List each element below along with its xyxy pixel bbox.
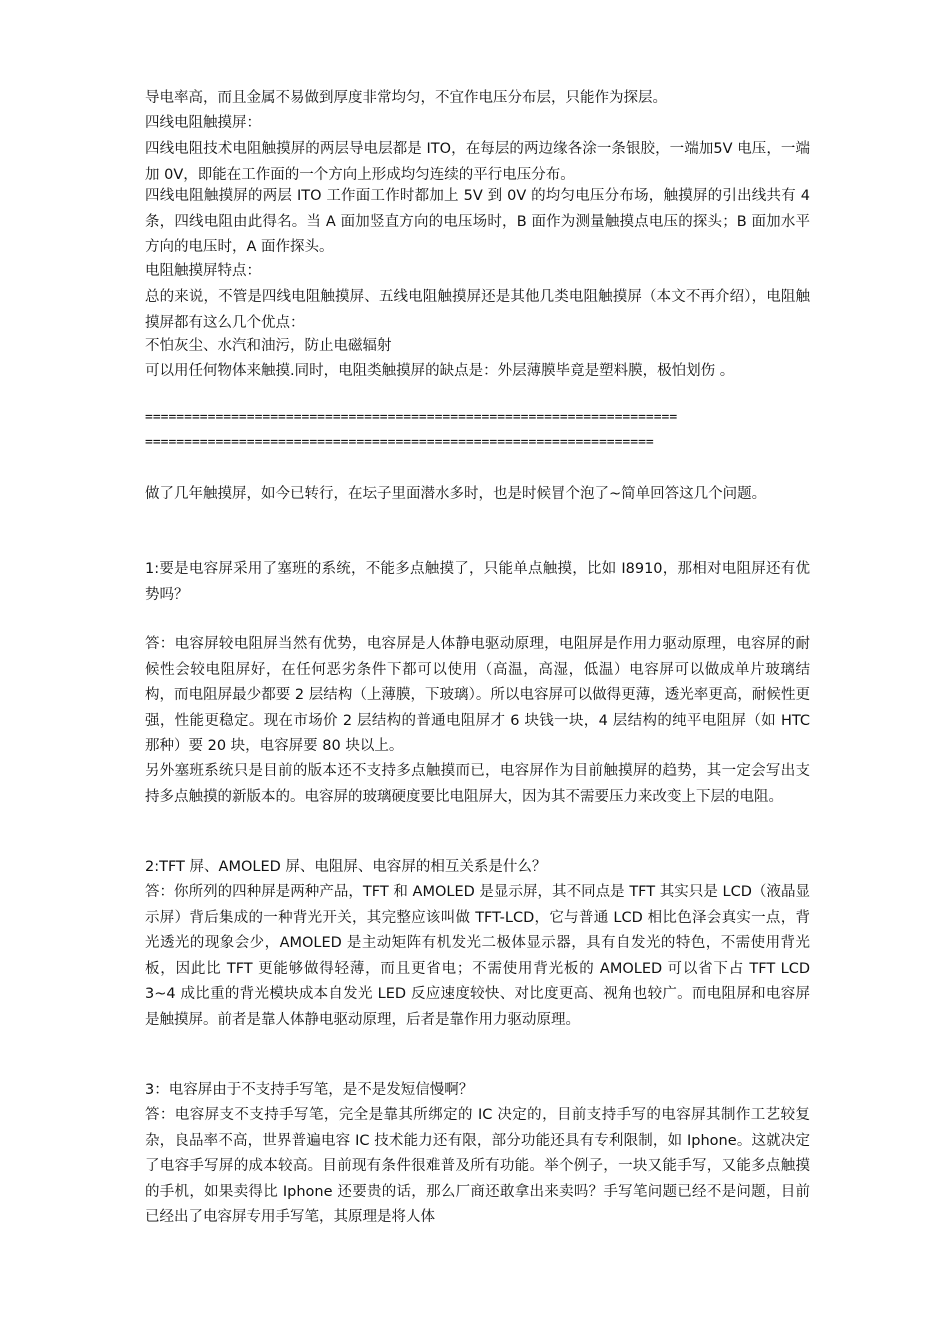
answer-text: 另外塞班系统只是目前的版本还不支持多点触摸而已，电容屏作为目前触摸屏的趋势，其一定会写出支持多点触摸的新版本的。电容屏的玻璃硬度要比电阻屏大，因为其不需要压力来改变上下层的电阻。 [145,763,810,805]
question-text: 1:要是电容屏采用了塞班的系统，不能多点触摸了，只能单点触摸，比如 I8910，那相对电阻屏还有优势吗？ [145,561,810,603]
question-text: 3：电容屏由于不支持手写笔，是不是发短信慢啊？ [145,1082,474,1098]
answer-text: 答：电容屏支不支持手写笔，完全是靠其所绑定的 IC 决定的，目前支持手写的电容屏其制作工艺较复杂，良品率不高，世界普遍电容 IC 技术能力还有限，部分功能还具有专利限制，如 Iphone。这就决定了电容手写屏的成本较高。目前现有条件很难普及所有功能。举个例子，一块又能手写，又能多点触摸的手机，如果卖得比 Iphone 还要贵的话，那么厂商还敢拿出来卖吗？手写笔问题已经不是问题，目前已经出了电容屏专用手写笔，其原理是将人体 [145,1107,810,1226]
section-heading: 电阻触摸屏特点： [145,263,261,279]
paragraph-text: 不怕灰尘、水汽和油污，防止电磁辐射 [145,338,392,354]
separator-line: ================================================================= [145,435,654,450]
paragraph-text: 导电率高，而且金属不易做到厚度非常均匀，不宜作电压分布层，只能作为探层。 [145,90,667,106]
question-text: 2:TFT 屏、AMOLED 屏、电阻屏、电容屏的相互关系是什么？ [145,859,547,875]
answer-text: 答：电容屏较电阻屏当然有优势，电容屏是人体静电驱动原理，电阻屏是作用力驱动原理，电容屏的耐候性会较电阻屏好，在任何恶劣条件下都可以使用（高温，高湿，低温）电容屏可以做成单片玻璃结构，而电阻屏最少都要 2 层结构（上薄膜，下玻璃）。所以电容屏可以做得更薄，透光率更高，耐候性更强，性能更稳定。现在市场价 2 层结构的普通电阻屏才 6 块钱一块，4 层结构的纯平电阻屏（如 HTC 那种）要 20 块，电容屏要 80 块以上。 [145,636,810,755]
paragraph-text: 可以用任何物体来触摸.同时，电阻类触摸屏的缺点是：外层薄膜毕竟是塑料膜，极怕划伤 。 [145,363,735,379]
paragraph-text: 四线电阻技术电阻触摸屏的两层导电层都是 ITO，在每层的两边缘各涂一条银胶，一端加5V 电压，一端加 0V，即能在工作面的一个方向上形成均匀连续的平行电压分布。 [145,141,810,183]
separator-line: ==================================================================== [145,410,678,425]
paragraph-text: 做了几年触摸屏，如今已转行，在坛子里面潜水多时，也是时候冒个泡了~简单回答这几个问题。 [145,486,767,502]
answer-text: 答：你所列的四种屏是两种产品，TFT 和 AMOLED 是显示屏，其不同点是 TFT 其实只是 LCD（液晶显示屏）背后集成的一种背光开关，其完整应该叫做 TFT-LCD，它与普通 LCD 相比色泽会真实一点，背光透光的现象会少，AMOLED 是主动矩阵有机发光二极体显示器，具有自发光的特色，不需使用背光板，因此比 TFT 更能够做得轻薄，而且更省电；不需使用背光板的 AMOLED 可以省下占 TFT LCD 3~4 成比重的背光模块成本自发光 LED 反应速度较快、对比度更高、视角也较广。而电阻屏和电容屏是触摸屏。前者是靠人体静电驱动原理，后者是靠作用力驱动原理。 [145,884,810,1028]
paragraph-text: 四线电阻触摸屏的两层 ITO 工作面工作时都加上 5V 到 0V 的均匀电压分布场，触摸屏的引出线共有 4 条，四线电阻由此得名。当 A 面加竖直方向的电压场时，B 面作为测量触摸点电压的探头；B 面加水平方向的电压时，A 面作探头。 [145,188,810,256]
paragraph-text: 总的来说，不管是四线电阻触摸屏、五线电阻触摸屏还是其他几类电阻触摸屏（本文不再介绍），电阻触摸屏都有这么几个优点： [145,289,810,331]
section-heading: 四线电阻触摸屏： [145,115,261,131]
